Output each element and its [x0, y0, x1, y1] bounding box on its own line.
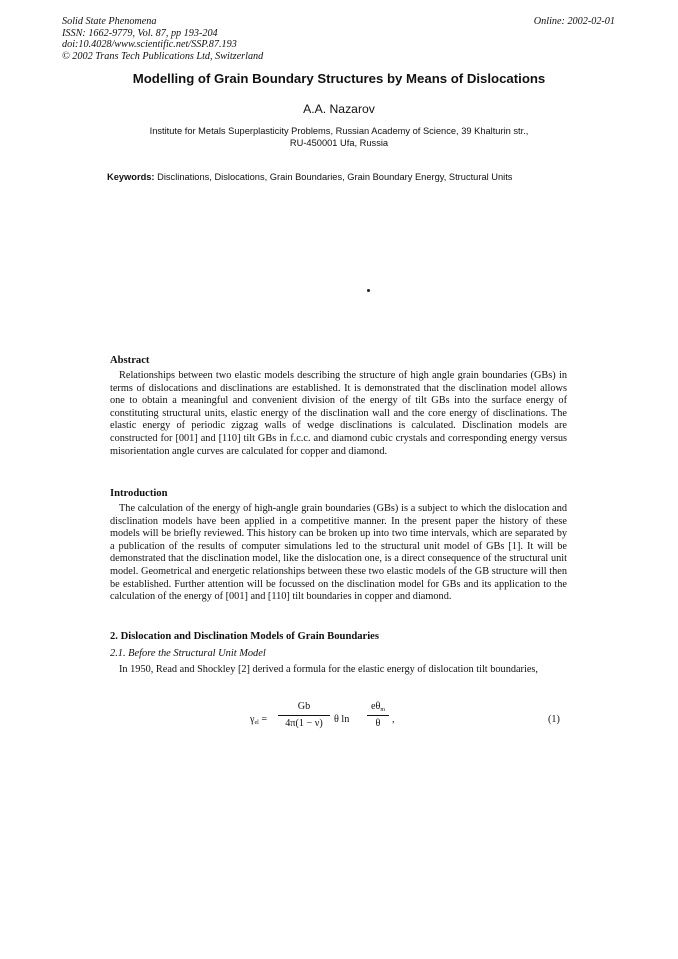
fraction-1-numerator: Gb — [297, 701, 311, 712]
equation-log-term: θ ln — [334, 714, 350, 725]
journal-name: Solid State Phenomena — [62, 16, 157, 27]
stray-dot — [367, 289, 370, 292]
author-name: A.A. Nazarov — [303, 102, 375, 116]
keywords — [107, 172, 512, 182]
affiliation-line-2: RU-450001 Ufa, Russia — [289, 138, 389, 149]
introduction-heading: Introduction — [110, 488, 168, 499]
section-2-1-body: In 1950, Read and Shockley [2] derived a formula for the elastic energy of dislocation tilt boundaries, — [119, 664, 538, 675]
abstract-body: Relationships between two elastic models describing the structure of high angle grain boundaries (GBs) in terms of dislocations and disclinations are established. It is demonstrated that the disclination model allows one to obtain a meaningful and convenient division of the energy of tilt GBs into the surface energy of constituting structural units, elastic energy of the disclination wall and the core energy of disclinations. The elastic energy of periodic zigzag walls of wedge disclinations is calculated. Disclination models are constructed for [001] and [110] tilt GBs in f.c.c. and diamond cubic crystals and corresponding energy versus misorientation angle curves are calculated for copper and diamond. — [110, 370, 567, 457]
equation-1 — [250, 701, 450, 741]
section-2-heading: 2. Dislocation and Disclination Models of Grain Boundaries — [110, 631, 379, 642]
equation-fraction-2 — [367, 701, 389, 729]
fraction-2-numerator: $e\theta_m$ — [370, 701, 386, 713]
keywords-text: Disclinations, Dislocations, Grain Boundaries, Grain Boundary Energy, Structural Units — [154, 172, 513, 182]
introduction-body: The calculation of the energy of high-angle grain boundaries (GBs) is a subject to which the dislocation and disclination models have been applied in a competitive manner. In the present paper the history of these models will be briefly reviewed. This history can be broken up into two time intervals, which are separated by a publication of the results of computer simulations led to the structural unit model of GBs [1]. It will be demonstrated that the disclination model, like the dislocation one, is a direct consequence of the structural unit model. Geometrical and energetic relationships between these two elastic models of the GB structure will then be established. Further attention will be focussed on the disclination model for GBs and its application to the calculation of the energy of [001] and [110] tilt boundaries in copper and diamond. — [110, 503, 567, 603]
equation-lhs: $\gamma_{el}$ = — [250, 714, 268, 726]
keywords-label: Keywords: — [107, 172, 155, 182]
equation-number: (1) — [548, 714, 560, 725]
issn-line: ISSN: 1662-9779, Vol. 87, pp 193-204 — [62, 27, 218, 39]
journal-header — [62, 16, 263, 62]
affiliation — [100, 125, 578, 150]
abstract-heading: Abstract — [110, 355, 150, 366]
equation-fraction-1 — [278, 701, 330, 729]
doi-link[interactable]: doi:10.4028/www.scientific.net/SSP.87.193 — [62, 39, 237, 51]
online-date: Online: 2002-02-01 — [533, 16, 615, 27]
fraction-2-denominator: θ — [375, 718, 381, 729]
equation-trailing-comma: , — [392, 714, 395, 725]
section-2-1-heading: 2.1. Before the Structural Unit Model — [110, 648, 266, 659]
copyright-line: © 2002 Trans Tech Publications Ltd, Switzerland — [62, 50, 264, 62]
fraction-1-denominator: 4π(1 − ν) — [285, 718, 323, 729]
paper-title: Modelling of Grain Boundary Structures by Means of Dislocations — [132, 71, 546, 86]
affiliation-line-1: Institute for Metals Superplasticity Problems, Russian Academy of Science, 39 Khalturin str., — [149, 126, 529, 136]
